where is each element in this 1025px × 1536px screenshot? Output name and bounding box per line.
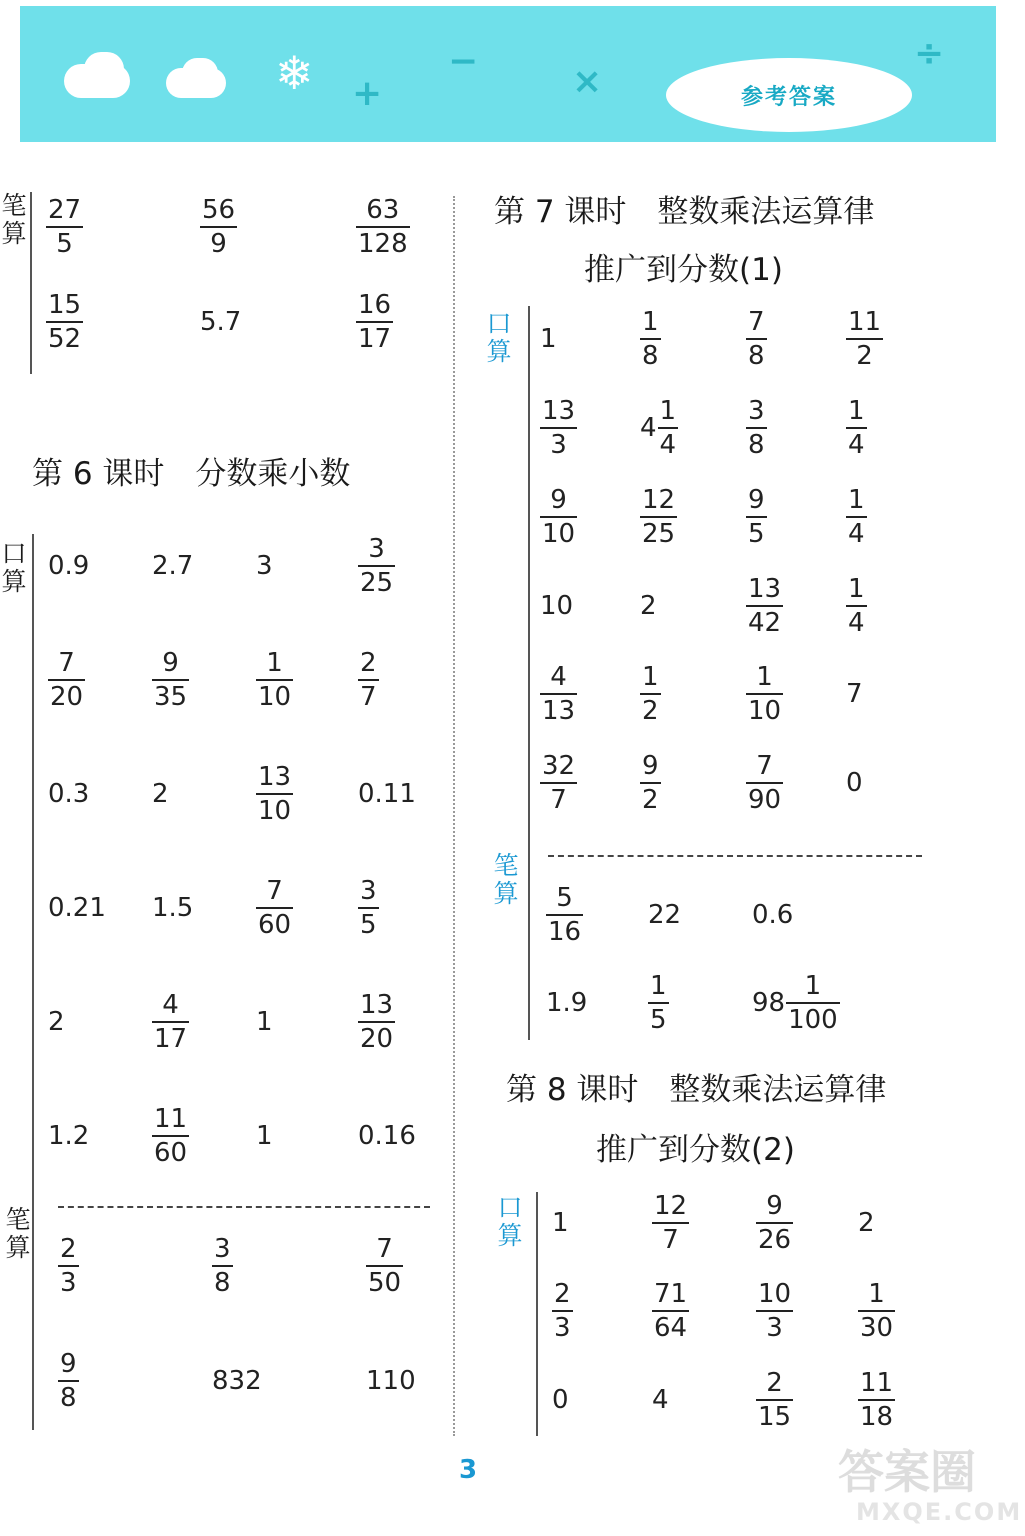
answer-fraction (640, 484, 677, 550)
answer-value: 4 (652, 1385, 669, 1415)
fraction (640, 306, 661, 372)
denominator: 5 (748, 519, 765, 549)
numerator: 13 (360, 990, 394, 1020)
denominator: 17 (154, 1024, 188, 1054)
numerator: 7 (376, 1234, 393, 1264)
numerator: 9 (766, 1191, 783, 1221)
answer-value: 1 (256, 1007, 273, 1037)
answer-fraction (152, 647, 189, 713)
fraction (746, 306, 767, 372)
answer-fraction (356, 194, 410, 260)
denominator: 5 (56, 229, 73, 259)
lesson8-heading: 第 8 课时 整数乘法运算律 (506, 1072, 887, 1108)
denominator: 25 (642, 519, 676, 549)
numerator: 3 (748, 396, 765, 426)
lesson6-heading: 第 6 课时 分数乘小数 (32, 456, 351, 492)
answer-fraction (152, 1103, 189, 1169)
numerator: 1 (868, 1279, 885, 1309)
vertical-rule (528, 306, 530, 1040)
denominator: 8 (748, 430, 765, 460)
fraction (152, 1103, 189, 1169)
denominator: 3 (60, 1268, 77, 1298)
numerator: 1 (756, 662, 773, 692)
answer-fraction (540, 395, 577, 461)
answer-value: 1.9 (546, 988, 588, 1018)
denominator: 4 (659, 430, 677, 460)
answer-value: 2.7 (152, 551, 194, 581)
answer-fraction (48, 647, 85, 713)
answer-value: 832 (212, 1366, 262, 1396)
answer-fraction (540, 484, 577, 550)
fraction (256, 761, 293, 827)
answer-fraction (358, 989, 395, 1055)
fraction (256, 875, 293, 941)
mixed-number (752, 970, 840, 1036)
answer-fraction (746, 750, 783, 816)
answer-fraction (846, 395, 867, 461)
denominator: 7 (550, 785, 567, 815)
answer-value: 5.7 (200, 307, 242, 337)
answer-value: 3 (256, 551, 273, 581)
fraction (58, 1233, 79, 1299)
answer-fraction (256, 647, 293, 713)
fraction (658, 395, 679, 461)
answer-fraction (212, 1233, 233, 1299)
denominator: 5 (360, 910, 377, 940)
answer-fraction (756, 1190, 793, 1256)
numerator: 16 (358, 290, 392, 320)
answer-value: 1 (256, 1121, 273, 1151)
denominator: 5 (650, 1005, 667, 1035)
numerator: 1 (650, 971, 667, 1001)
denominator: 8 (642, 341, 659, 371)
numerator: 13 (748, 574, 782, 604)
answer-fraction (152, 989, 189, 1055)
mixed-number-group (752, 970, 840, 1036)
answer-fraction (746, 661, 783, 727)
written-label: 笔算 (493, 851, 519, 908)
numerator: 9 (60, 1349, 77, 1379)
denominator: 2 (642, 696, 659, 726)
fraction (652, 1190, 689, 1256)
answer-fraction (356, 289, 393, 355)
vertical-rule (32, 534, 34, 1430)
denominator: 90 (748, 785, 782, 815)
written-label-top: 笔算 (1, 191, 27, 248)
fraction (640, 750, 661, 816)
numerator: 27 (48, 195, 82, 225)
numerator: 5 (556, 883, 573, 913)
lesson7-heading: 第 7 课时 整数乘法运算律 (494, 194, 875, 230)
answer-fraction (46, 194, 83, 260)
answer-value: 0.9 (48, 551, 90, 581)
fraction (746, 395, 767, 461)
fraction (746, 661, 783, 727)
answer-value: 0.11 (358, 779, 416, 809)
denominator: 10 (542, 519, 576, 549)
answer-value: 7 (846, 679, 863, 709)
answer-value: 110 (366, 1366, 416, 1396)
answer-value: 1.5 (152, 893, 194, 923)
denominator: 20 (50, 682, 84, 712)
denominator: 2 (642, 785, 659, 815)
fraction (356, 289, 393, 355)
numerator: 1 (642, 307, 659, 337)
denominator: 13 (542, 696, 576, 726)
denominator: 30 (860, 1313, 894, 1343)
fraction (48, 647, 85, 713)
answer-value: 22 (648, 900, 682, 930)
answer-fraction (552, 1278, 573, 1344)
numerator: 7 (58, 648, 75, 678)
answer-fraction (640, 306, 661, 372)
answer-key-badge: 参考答案 (666, 58, 912, 132)
vertical-rule (536, 1192, 538, 1436)
fraction (46, 194, 83, 260)
oral-label: 口算 (486, 309, 512, 366)
numerator: 7 (266, 876, 283, 906)
answer-value: 1 (540, 324, 557, 354)
mixed-number (640, 395, 678, 461)
numerator: 10 (758, 1279, 792, 1309)
answer-fraction (846, 306, 883, 372)
answer-value: 0.21 (48, 893, 106, 923)
answer-fraction (746, 573, 783, 639)
snowflake-icon: ❄ (275, 46, 314, 100)
answer-value: 2 (858, 1208, 875, 1238)
answer-value: 0 (552, 1385, 569, 1415)
denominator: 7 (662, 1225, 679, 1255)
numerator: 1 (659, 396, 677, 426)
whole-part: 98 (752, 988, 786, 1018)
denominator: 18 (860, 1402, 894, 1432)
answer-fraction (756, 1367, 793, 1433)
plus-icon: + (352, 73, 383, 114)
answer-fraction (846, 573, 867, 639)
fraction (846, 306, 883, 372)
fraction (640, 484, 677, 550)
fraction (212, 1233, 233, 1299)
numerator: 63 (366, 195, 400, 225)
written-label: 笔算 (5, 1205, 31, 1262)
fraction (540, 395, 577, 461)
denominator: 3 (766, 1313, 783, 1343)
answer-fraction (746, 484, 767, 550)
numerator: 9 (550, 485, 567, 515)
column-divider (453, 196, 455, 1436)
fraction (358, 875, 379, 941)
answer-value: 2 (640, 591, 657, 621)
denominator: 3 (550, 430, 567, 460)
answer-value: 0.3 (48, 779, 90, 809)
fraction (58, 1348, 79, 1414)
denominator: 4 (848, 519, 865, 549)
numerator: 7 (756, 751, 773, 781)
answer-fraction (540, 661, 577, 727)
answer-fraction (58, 1233, 79, 1299)
answer-fraction (46, 289, 83, 355)
numerator: 7 (748, 307, 765, 337)
answer-value: 1.2 (48, 1121, 90, 1151)
lesson8-subheading: 推广到分数(2) (596, 1132, 795, 1168)
answer-fraction (358, 533, 395, 599)
oral-label: 口算 (497, 1193, 523, 1250)
answer-fraction (756, 1278, 793, 1344)
numerator: 1 (266, 648, 283, 678)
fraction (756, 1278, 793, 1344)
answer-value: 1 (552, 1208, 569, 1238)
fraction (640, 661, 661, 727)
answer-fraction (652, 1278, 689, 1344)
fraction (358, 647, 379, 713)
numerator: 11 (154, 1104, 188, 1134)
numerator: 2 (360, 648, 377, 678)
answer-fraction (640, 661, 661, 727)
fraction (152, 989, 189, 1055)
answer-fraction (652, 1190, 689, 1256)
denominator: 60 (258, 910, 292, 940)
numerator: 11 (848, 307, 882, 337)
denominator: 25 (360, 568, 394, 598)
numerator: 11 (860, 1368, 894, 1398)
divide-icon: ÷ (914, 33, 945, 74)
fraction (756, 1190, 793, 1256)
answer-fraction (846, 484, 867, 550)
denominator: 52 (48, 324, 82, 354)
numerator: 13 (258, 762, 292, 792)
minus-icon: − (448, 41, 479, 82)
denominator: 15 (758, 1402, 792, 1432)
denominator: 7 (360, 682, 377, 712)
denominator: 2 (856, 341, 873, 371)
answer-fraction (540, 750, 577, 816)
answer-value: 2 (152, 779, 169, 809)
fraction (540, 661, 577, 727)
numerator: 2 (60, 1234, 77, 1264)
numerator: 15 (48, 290, 82, 320)
fraction (846, 395, 867, 461)
lesson7-subheading: 推广到分数(1) (584, 252, 783, 288)
fraction (846, 573, 867, 639)
numerator: 9 (642, 751, 659, 781)
answer-fraction (858, 1367, 895, 1433)
denominator: 10 (258, 796, 292, 826)
fraction (540, 484, 577, 550)
answer-value: 0 (846, 768, 863, 798)
denominator: 100 (788, 1005, 838, 1035)
denominator: 8 (748, 341, 765, 371)
cloud-icon (84, 52, 124, 86)
denominator: 4 (848, 608, 865, 638)
dashed-separator (548, 855, 922, 857)
denominator: 10 (748, 696, 782, 726)
denominator: 64 (654, 1313, 688, 1343)
times-icon: × (572, 61, 603, 102)
numerator: 12 (654, 1191, 688, 1221)
denominator: 60 (154, 1138, 188, 1168)
dashed-separator (58, 1206, 430, 1208)
answer-fraction (256, 875, 293, 941)
fraction (358, 533, 395, 599)
answer-value: 0.16 (358, 1121, 416, 1151)
header-banner (20, 6, 996, 142)
fraction (846, 484, 867, 550)
denominator: 42 (748, 608, 782, 638)
mixed-number-group (640, 395, 678, 461)
answer-fraction (746, 395, 767, 461)
answer-fraction (546, 882, 583, 948)
denominator: 16 (548, 917, 582, 947)
denominator: 8 (214, 1268, 231, 1298)
numerator: 12 (642, 485, 676, 515)
numerator: 2 (766, 1368, 783, 1398)
fraction (746, 750, 783, 816)
fraction (46, 289, 83, 355)
answer-value: 2 (48, 1007, 65, 1037)
fraction (746, 573, 783, 639)
page-number: 3 (458, 1455, 478, 1485)
answer-fraction (746, 306, 767, 372)
fraction (256, 647, 293, 713)
numerator: 9 (748, 485, 765, 515)
answer-value: 10 (540, 591, 574, 621)
fraction (746, 484, 767, 550)
answer-fraction (648, 970, 669, 1036)
numerator: 1 (804, 971, 822, 1001)
fraction (756, 1367, 793, 1433)
whole-part: 4 (640, 413, 657, 443)
watermark-url: MXQE.COM (856, 1498, 1023, 1526)
answer-fraction (858, 1278, 895, 1344)
fraction (858, 1367, 895, 1433)
numerator: 32 (542, 751, 576, 781)
fraction (152, 647, 189, 713)
fraction (648, 970, 669, 1036)
fraction (786, 970, 840, 1036)
fraction (200, 194, 237, 260)
numerator: 9 (162, 648, 179, 678)
numerator: 1 (848, 574, 865, 604)
numerator: 1 (848, 396, 865, 426)
numerator: 56 (202, 195, 236, 225)
numerator: 2 (554, 1279, 571, 1309)
numerator: 4 (550, 662, 567, 692)
denominator: 9 (210, 229, 227, 259)
answer-fraction (200, 194, 237, 260)
denominator: 26 (758, 1225, 792, 1255)
numerator: 71 (654, 1279, 688, 1309)
vertical-rule (30, 192, 32, 374)
numerator: 1 (848, 485, 865, 515)
fraction (356, 194, 410, 260)
answer-fraction (58, 1348, 79, 1414)
numerator: 3 (360, 876, 377, 906)
numerator: 3 (214, 1234, 231, 1264)
denominator: 20 (360, 1024, 394, 1054)
numerator: 13 (542, 396, 576, 426)
answer-fraction (358, 875, 379, 941)
denominator: 35 (154, 682, 188, 712)
answer-fraction (366, 1233, 403, 1299)
denominator: 17 (358, 324, 392, 354)
answer-fraction (640, 750, 661, 816)
fraction (552, 1278, 573, 1344)
fraction (540, 750, 577, 816)
numerator: 4 (162, 990, 179, 1020)
denominator: 4 (848, 430, 865, 460)
answer-fraction (256, 761, 293, 827)
numerator: 1 (642, 662, 659, 692)
denominator: 10 (258, 682, 292, 712)
fraction (858, 1278, 895, 1344)
watermark-logo: 答案圈 (838, 1445, 976, 1499)
denominator: 50 (368, 1268, 402, 1298)
denominator: 3 (554, 1313, 571, 1343)
rain-cloud-icon (182, 58, 218, 88)
fraction (652, 1278, 689, 1344)
fraction (358, 989, 395, 1055)
fraction (366, 1233, 403, 1299)
fraction (546, 882, 583, 948)
answer-value: 0.6 (752, 900, 794, 930)
numerator: 3 (368, 534, 385, 564)
oral-label: 口算 (1, 539, 27, 596)
denominator: 8 (60, 1383, 77, 1413)
denominator: 128 (358, 229, 408, 259)
answer-fraction (358, 647, 379, 713)
